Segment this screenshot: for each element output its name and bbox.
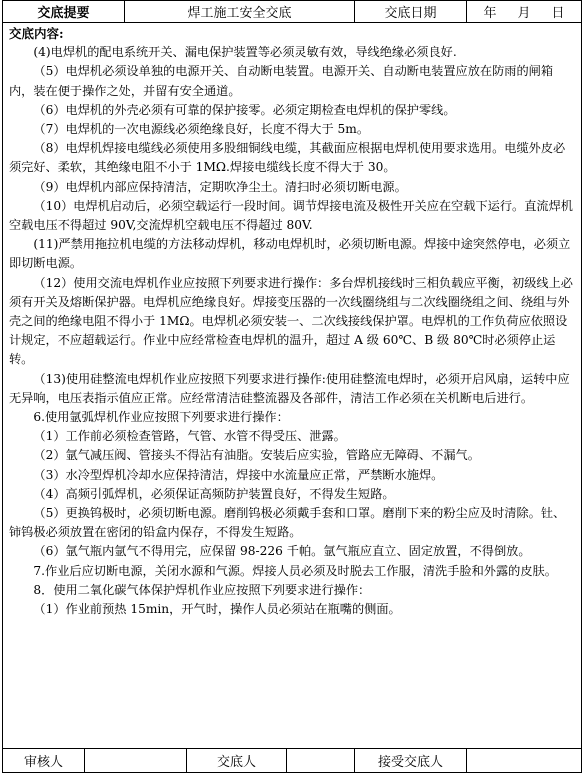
paragraph: 7.作业后应切断电源，关闭水源和气源。焊接人员必须及时脱去工作服，清洗手脸和外露的皮肤。 [33,563,557,578]
date-month: 月 [517,6,531,21]
paragraph: (4)电焊机的配电系统开关、漏电保护装置等必须灵敏有效，导线绝缘必须良好. [33,45,457,60]
paragraph: （6）氩气瓶内氩气不得用完，应保留 98-226 千帕。氩气瓶应直立、固定放置，不得倒放。 [33,544,531,559]
paragraph: (11)严禁用拖拉机电缆的方法移动焊机，移动电焊机时，必须切断电源。焊接中途突然停电，必须立即切断电源。 [9,237,571,271]
disclosure-form [2,0,582,773]
paragraph: （8）电焊机焊接电缆线必须使用多股细铜线电缆，其截面应根据电焊机使用要求选用。电缆外皮必须完好、柔软，其绝缘电阻不小于 1MΩ.焊接电缆线长度不得大于 30。 [9,141,566,175]
paragraph: （9）电焊机内部应保持清洁，定期吹净尘土。清扫时必须切断电源。 [33,179,407,194]
paragraph: （6）电焊机的外壳必须有可靠的保护接零。必须定期检查电焊机的保护零线。 [33,102,456,117]
presenter-label: 交底人 [187,749,287,772]
header-topic: 焊工施工安全交底 [125,1,355,22]
form-header-row [3,1,581,23]
paragraph: 8．使用二氧化碳气体保护焊机作业应按照下列要求进行操作： [33,582,371,597]
date-day: 日 [551,6,565,21]
paragraph: （7）电焊机的一次电源线必须绝缘良好，长度不得大于 5m。 [33,122,370,137]
header-date-label: 交底日期 [355,1,467,22]
paragraph: （5）电焊机必须设单独的电源开关、自动断电装置。电源开关、自动断电装置应放在防雨的闸箱内，装在便于操作之处，并留有安全通道。 [9,64,554,98]
header-label: 交底提要 [3,1,125,22]
content-body [3,23,581,749]
reviewer-field [85,749,187,772]
paragraph: 6.使用氩弧焊机作业应按照下列要求进行操作： [33,410,289,425]
paragraph: （2）氩气减压阀、管接头不得沾有油脂。安装后应实验，管路应无障碍、不漏气。 [33,448,480,463]
content-title: 交底内容: [9,26,64,41]
paragraph: （10）电焊机启动后，必须空载运行一段时间。调节焊接电流及极性开关应在空载下运行。直流焊机空载电压不得超过 90V,交流焊机空载电压不得超过 80V. [9,198,573,233]
presenter-field [287,749,355,772]
receiver-field [467,749,581,772]
paragraph: （12）使用交流电焊机作业应按照下列要求进行操作：多台焊机接线时三相负载应平衡，初级线上必须有开关及熔断保护器。电焊机应绝缘良好。焊接变压器的一次线圈绕组与二次线圈绕组之间、绕组与外壳之间的绝缘电阻不得小于 1MΩ。电焊机必须安装一、二次线接线保护罩。电焊机的工作负荷应依照设计规定，不应超载运行。作业中应经常检查电焊机的温升，超过 A 级 60℃、B 级 80℃时必须停止运转。 [9,275,573,367]
paragraph: （5）更换钨极时，必须切断电源。磨削钨极必须戴手套和口罩。磨削下来的粉尘应及时清除。钍、铈钨极必须放置在密闭的铅盒内保存，不得发生短路。 [9,506,566,540]
paragraph: （1）作业前预热 15min，开气时，操作人员必须站在瓶嘴的侧面。 [33,602,401,617]
signature-row [3,748,581,772]
paragraph: （4）高频引弧焊机，必须保证高频防护装置良好，不得发生短路。 [33,486,395,501]
paragraph: （13)使用硅整流电焊机作业应按照下列要求进行操作:使用硅整流电焊时，必须开启风扇，运转中应无异响，电压表指示值应正常。应经常清洁硅整流器及各部件，清洁工作必须在关机断电后进行。 [9,371,570,405]
paragraph: （3）水冷型焊机冷却水应保持清洁，焊接中水流量应正常，严禁断水施焊。 [33,467,444,482]
date-year: 年 [483,6,497,21]
receiver-label: 接受交底人 [355,749,467,772]
paragraph: （1）工作前必须检查管路，气管、水管不得受压、泄露。 [33,429,346,444]
header-date-value [467,1,581,22]
reviewer-label: 审核人 [3,749,85,772]
